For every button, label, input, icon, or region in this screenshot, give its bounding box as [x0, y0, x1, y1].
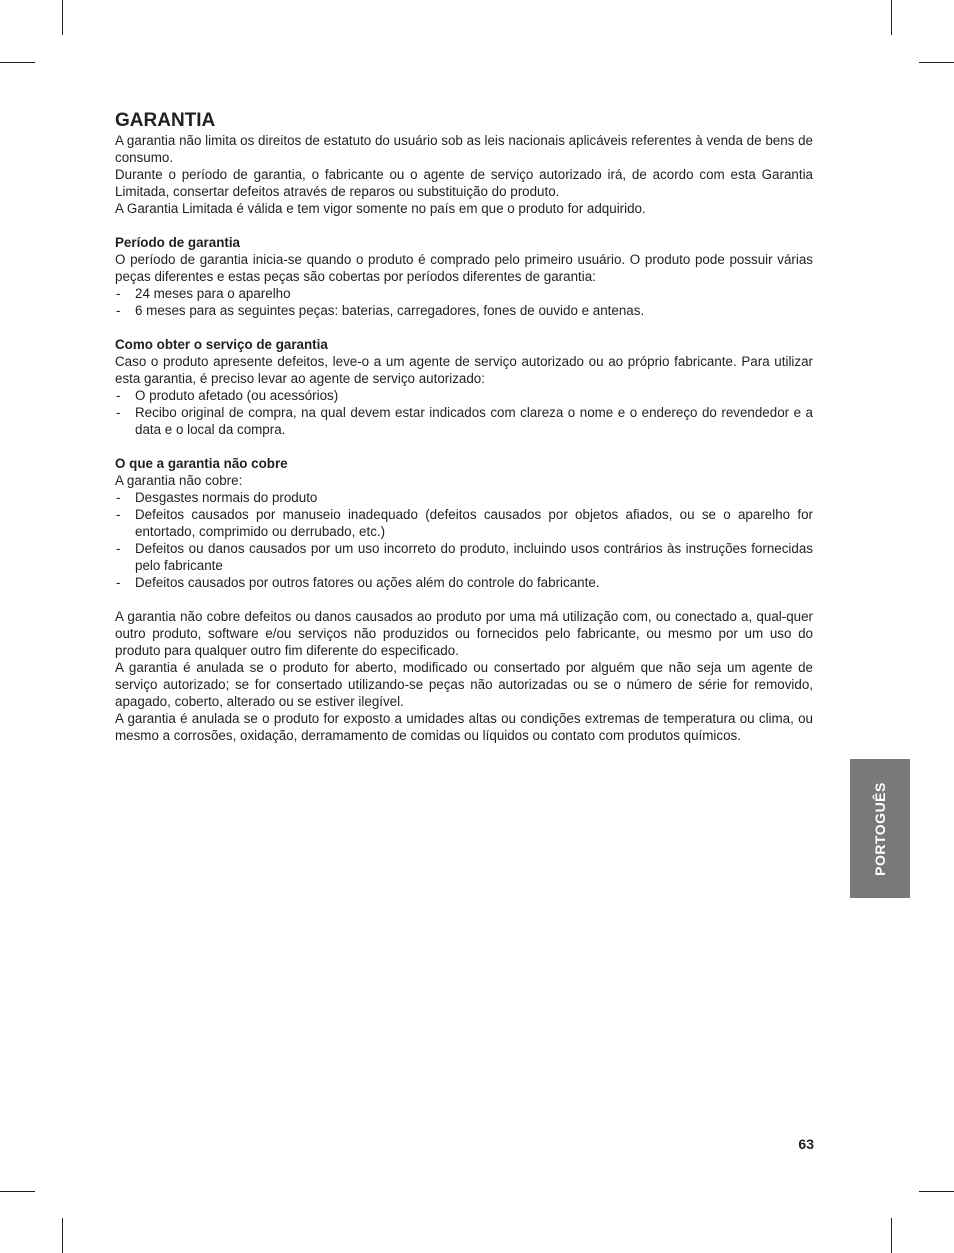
closing-paragraph: A garantia não cobre defeitos ou danos causados ao produto por uma má utilização com, ou conectado a, qual-quer outro produto, software e/ou serviços não produzidos ou fornecidos pelo fabricante, ou mesmo por um uso do produto para qualquer outro fim diferente do especificado. — [115, 609, 813, 658]
list-item: - Desgastes normais do produto — [115, 489, 813, 506]
list-item: - Recibo original de compra, na qual devem estar indicados com clareza o nome e o endereço do revendedor e a data e o local da compra. — [115, 404, 813, 438]
page-title: GARANTIA — [115, 110, 216, 131]
page-number: 63 — [798, 1136, 814, 1152]
intro-paragraph: A Garantia Limitada é válida e tem vigor somente no país em que o produto for adquirido. — [115, 201, 646, 216]
list-periodo — [115, 285, 813, 319]
section-heading-nao-cobre: O que a garantia não cobre — [115, 456, 288, 471]
intro-paragraph: Durante o período de garantia, o fabricante ou o agente de serviço autorizado irá, de acordo com esta Garantia Limitada, consertar defeitos através de reparos ou substituição do produto. — [115, 167, 813, 199]
list-item: - Defeitos ou danos causados por um uso incorreto do produto, incluindo usos contrários às instruções fornecidas pelo fabricante — [115, 540, 813, 574]
closing-paragraph: A garantia é anulada se o produto for exposto a umidades altas ou condições extremas de temperatura ou clima, ou mesmo a corrosões, oxidação, derramamento de comidas ou líquidos ou contato com produtos químicos. — [115, 711, 813, 743]
page-content — [115, 110, 813, 744]
section-text-nao-cobre: A garantia não cobre: — [115, 473, 243, 488]
section-text-periodo: O período de garantia inicia-se quando o produto é comprado pelo primeiro usuário. O produto pode possuir várias peças diferentes e estas peças são cobertas por períodos diferentes de garantia: — [115, 252, 813, 284]
list-item: - O produto afetado (ou acessórios) — [115, 387, 813, 404]
crop-mark — [62, 0, 63, 35]
section-heading-servico: Como obter o serviço de garantia — [115, 337, 328, 352]
section-text-servico: Caso o produto apresente defeitos, leve-o a um agente de serviço autorizado ou ao próprio fabricante. Para utilizar esta garantia, é preciso levar ao agente de serviço autorizado: — [115, 354, 813, 386]
list-item: - Defeitos causados por outros fatores ou ações além do controle do fabricante. — [115, 574, 813, 591]
crop-mark — [919, 62, 954, 63]
section-heading-periodo: Período de garantia — [115, 235, 241, 250]
crop-mark — [0, 62, 35, 63]
intro-paragraph: A garantia não limita os direitos de estatuto do usuário sob as leis nacionais aplicáveis referentes à venda de bens de consumo. — [115, 133, 813, 165]
list-servico — [115, 387, 813, 438]
list-nao-cobre — [115, 489, 813, 591]
list-item: - 6 meses para as seguintes peças: baterias, carregadores, fones de ouvido e antenas. — [115, 302, 813, 319]
crop-mark — [62, 1218, 63, 1253]
crop-mark — [891, 0, 892, 35]
crop-mark — [891, 1218, 892, 1253]
crop-mark — [0, 1191, 35, 1192]
language-tab-label: PORTOGUÊS — [872, 781, 888, 876]
list-item: - Defeitos causados por manuseio inadequado (defeitos causados por objetos afiados, ou se o aparelho for entortado, comprimido ou derrubado, etc.) — [115, 506, 813, 540]
language-tab — [850, 759, 910, 898]
list-item: - 24 meses para o aparelho — [115, 285, 813, 302]
closing-paragraph: A garantia é anulada se o produto for aberto, modificado ou consertado por alguém que não seja um agente de serviço autorizado; se for consertado utilizando-se peças não autorizadas ou se o número de série for removido, apagado, coberto, alterado ou se estiver ilegível. — [115, 660, 813, 709]
crop-mark — [919, 1191, 954, 1192]
